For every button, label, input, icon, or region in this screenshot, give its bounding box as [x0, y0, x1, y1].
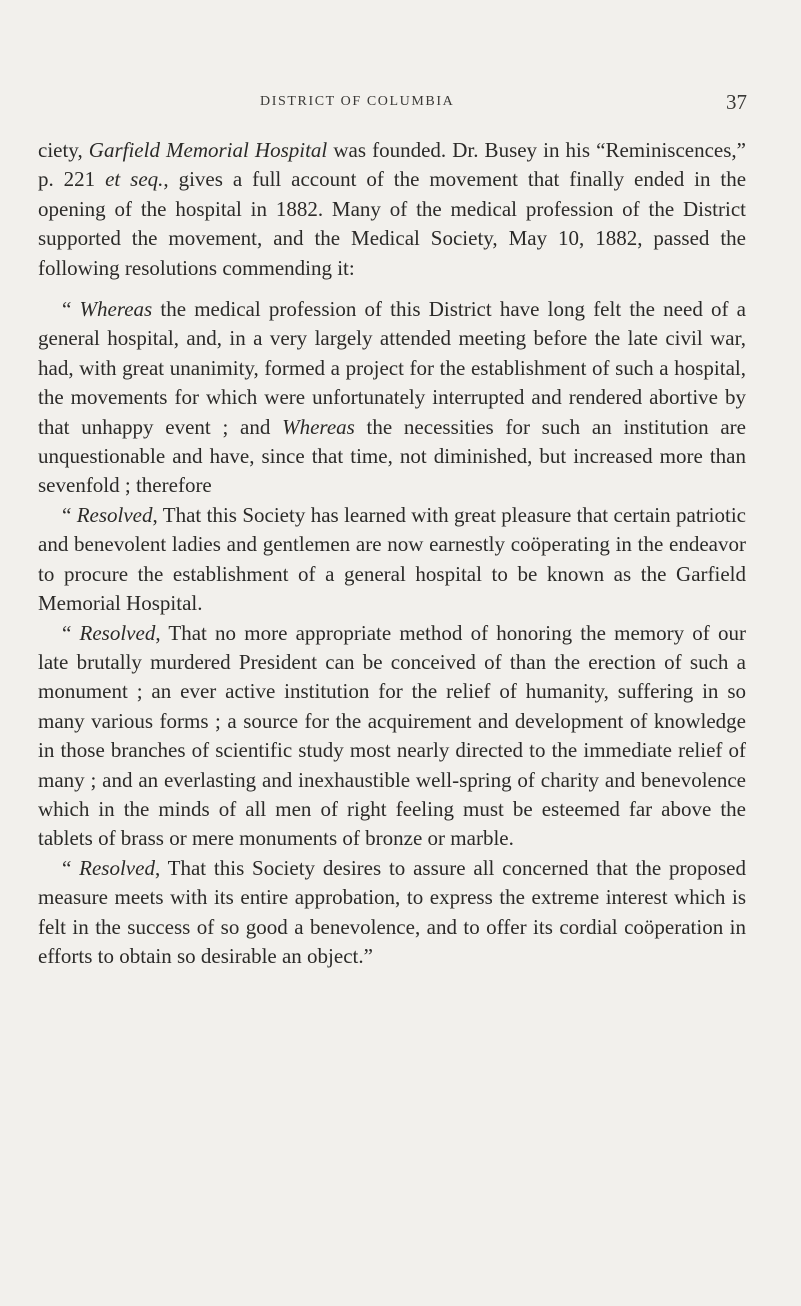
paragraph-resolved-3	[38, 854, 746, 972]
paragraph-intro	[38, 136, 746, 283]
text-run: , gives a full account of the movement that finally ended in the opening of the hospital in 1882. Many of the medical profession of the District supported the movement, and the Medical Society, May 10, 1882, passed the following resolutions commending it:	[38, 167, 747, 280]
paragraph-whereas	[38, 295, 746, 501]
whereas-italic: Whereas	[282, 414, 355, 439]
page-body	[38, 136, 746, 971]
text-run: “	[62, 855, 80, 880]
whereas-italic: Whereas	[79, 297, 153, 322]
text-run: , That no more appropriate method of honoring the memory of our late brutally murdered President can be conceived of than the erection of such a monument ; an ever active institution for the relief of humanity, suffering in so many various forms ; a source for the acquirement and development of knowledge in those branches of scientific study most nearly directed to the immediate relief of many ; and an everlasting and inexhaustible well-spring of charity and benevolence which in the minds of all men of right feeling must be esteemed far above the tablets of brass or mere monuments of bronze or marble.	[38, 620, 746, 851]
paragraph-resolved-1	[38, 501, 746, 619]
text-run: , That this Society has learned with great pleasure that certain patriotic and benevolent ladies and gentlemen are now earnestly coöperating in the endeavor to procure the establishment of a general hospital to be known as the Garfield Memorial Hospital.	[38, 502, 746, 616]
page-number: 37	[726, 90, 747, 114]
text-run: the necessities for such an institution are unquestionable and have, since that time, not diminished, but increased more than sevenfold ; therefore	[38, 414, 746, 498]
text-run: “	[62, 502, 77, 527]
running-head: DISTRICT OF COLUMBIA	[260, 94, 455, 109]
hospital-name-italic: Garfield Memorial Hospital	[88, 138, 328, 162]
text-run: ciety,	[38, 138, 89, 162]
et-seq-italic: et seq.	[105, 167, 164, 192]
text-run: “	[62, 297, 80, 322]
resolved-italic: Resolved	[79, 620, 156, 645]
text-run: was founded. Dr. Busey in his “Reminiscences,” p. 221	[38, 138, 746, 192]
resolved-italic: Resolved	[79, 855, 155, 880]
paragraph-resolved-2	[38, 619, 746, 854]
page-header	[0, 90, 801, 120]
text-run: , That this Society desires to assure all concerned that the proposed measure meets with its entire approbation, to express the extreme interest which is felt in the success of so good a benevolence, and to offer its cordial coöperation in efforts to obtain so desirable an object.”	[38, 855, 746, 968]
resolved-italic: Resolved	[76, 502, 153, 527]
paragraph-gap	[38, 283, 746, 295]
text-run: the medical profession of this District have long felt the need of a general hospital, and, in a very largely attended meeting before the late civil war, had, with great unanimity, formed a project for the establishment of such a hospital, the movements for which were unfortunately interrupted and rendered abortive by that unhappy event ; and	[38, 297, 746, 439]
text-run: “	[62, 620, 80, 645]
